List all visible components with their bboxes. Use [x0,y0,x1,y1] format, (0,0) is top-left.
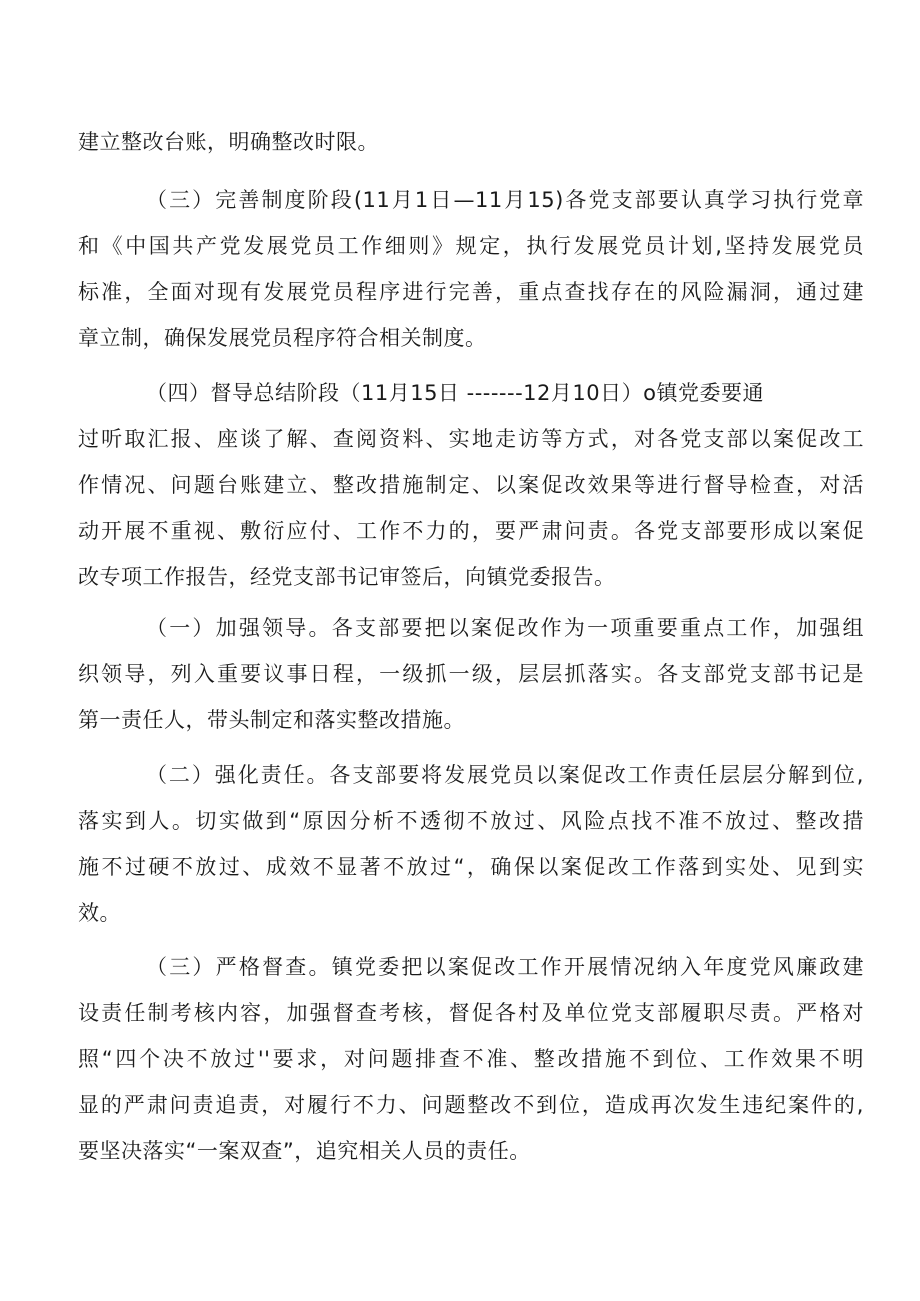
text-line: （一）加强领导。各支部要把以案促改作为一项重要重点工作，加强组 [146,616,864,640]
text-line: 动开展不重视、敷衍应付、工作不力的，要严肃问责。各党支部要形成以案促 [78,519,864,543]
paragraph-strict-inspection [78,944,864,1174]
text-line: 施不过硬不放过、成效不显著不放过“，确保以案促改工作落到实处、见到实 [78,855,864,879]
text-line: 作情况、问题台账建立、整改措施制定、以案促改效果等进行督导检查，对活 [78,473,864,497]
text-line: 章立制，确保发展党员程序符合相关制度。 [78,326,487,350]
paragraph-system-improvement-stage [78,177,864,361]
paragraph-rectification-ledger [78,119,864,165]
text-line: 效。 [78,901,121,925]
text-line: （三）严格督查。镇党委把以案促改工作开展情况纳入年度党风廉政建 [146,955,864,979]
paragraph-strengthen-leadership [78,605,864,743]
text-line: （三）完善制度阶段(11月1日—11月15)各党支部要认真学习执行党章 [146,188,864,212]
paragraph-supervision-summary-stage [78,370,864,600]
text-line: 过听取汇报、座谈了解、查阅资料、实地走访等方式，对各党支部以案促改工 [78,427,864,451]
text-line: 要坚决落实“一案双查”，追究相关人员的责任。 [78,1139,531,1163]
text-line: （二）强化责任。各支部要将发展党员以案促改工作责任层层分解到位, [146,763,864,787]
text-line: 落实到人。切实做到“原因分析不透彻不放过、风险点找不准不放过、整改措 [78,809,864,833]
text-line: 标准，全面对现有发展党员程序进行完善，重点查找存在的风险漏洞，通过建 [78,280,864,304]
text-line: 第一责任人，带头制定和落实整改措施。 [78,708,465,732]
text-line: 设责任制考核内容，加强督查考核，督促各村及单位党支部履职尽责。严格对 [78,1001,864,1025]
text-line: （四）督导总结阶段（11月15日 -------12月10日）o镇党委要通 [146,381,764,405]
text-line: 改专项工作报告，经党支部书记审签后，向镇党委报告。 [78,565,616,589]
paragraph-strengthen-responsibility [78,752,864,936]
text-line: 照“四个决不放过''要求，对问题排查不准、整改措施不到位、工作效果不明 [78,1047,864,1071]
text-line: 织领导，列入重要议事日程，一级抓一级，层层抓落实。各支部党支部书记是 [78,662,864,686]
text-line: 和《中国共产党发展党员工作细则》规定，执行发展党员计划,坚持发展党员 [78,234,864,258]
text-line: 建立整改台账，明确整改时限。 [78,130,379,154]
text-line: 显的严肃问责追责，对履行不力、问题整改不到位，造成再次发生违纪案件的, [78,1093,864,1117]
